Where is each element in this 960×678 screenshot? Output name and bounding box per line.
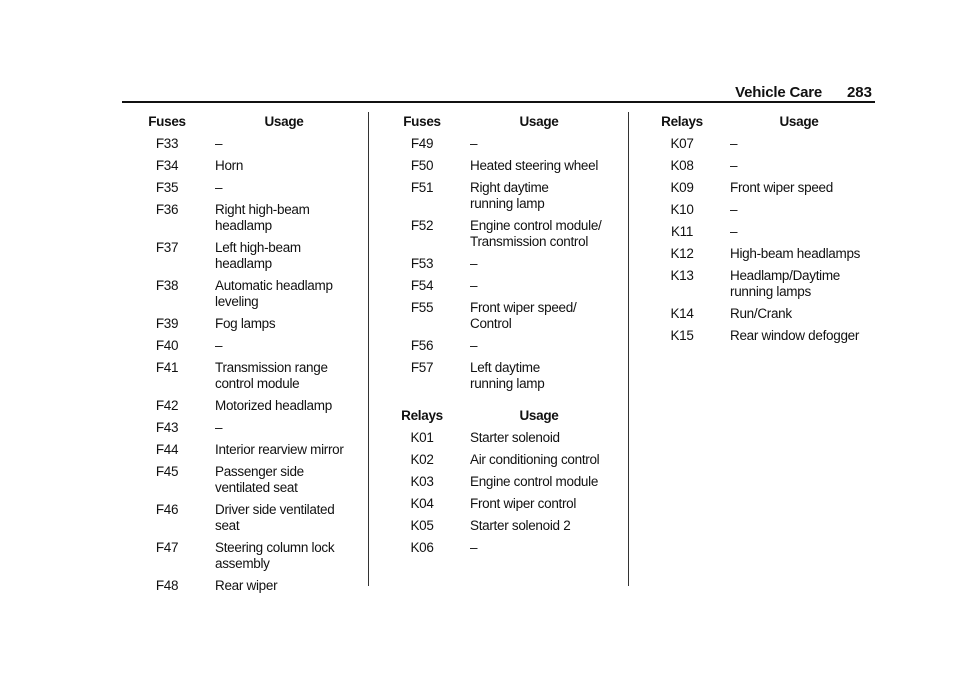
row-code: F42	[155, 398, 179, 413]
table-header	[400, 114, 620, 134]
row-code: K02	[410, 452, 434, 467]
row-code: F38	[155, 278, 179, 293]
table-row	[145, 540, 360, 572]
row-code: F40	[155, 338, 179, 353]
header-usage: Usage	[264, 114, 304, 129]
table-row	[400, 256, 620, 272]
row-code: F33	[155, 136, 179, 151]
row-usage: –	[470, 256, 478, 271]
row-code: F57	[410, 360, 434, 375]
table-row	[660, 328, 880, 344]
row-usage: Steering column lock assembly	[215, 540, 335, 571]
table-row	[400, 430, 620, 446]
row-usage: Run/Crank	[730, 306, 792, 321]
row-code: F48	[155, 578, 179, 593]
row-code: K12	[670, 246, 694, 261]
table-row	[400, 180, 620, 212]
header-usage: Usage	[779, 114, 819, 129]
row-usage: Engine control module/ Transmission control	[470, 218, 602, 249]
table-row	[400, 338, 620, 354]
table-row	[145, 202, 360, 234]
table-row	[400, 360, 620, 392]
table-row	[145, 136, 360, 152]
table-row	[400, 158, 620, 174]
row-code: K13	[670, 268, 694, 283]
row-code: K08	[670, 158, 694, 173]
row-usage: Front wiper speed/ Control	[470, 300, 577, 331]
header-code: Fuses	[148, 114, 186, 129]
header-usage: Usage	[519, 114, 559, 129]
row-usage: –	[730, 136, 738, 151]
column-1	[145, 114, 360, 600]
row-code: K14	[670, 306, 694, 321]
row-usage: Front wiper control	[470, 496, 577, 511]
row-usage: –	[470, 278, 478, 293]
fuse-relay-table	[660, 114, 880, 344]
row-code: F51	[410, 180, 434, 195]
table-row	[145, 158, 360, 174]
row-code: K05	[410, 518, 434, 533]
row-code: F37	[155, 240, 179, 255]
row-code: F45	[155, 464, 179, 479]
row-code: F43	[155, 420, 179, 435]
row-code: F34	[155, 158, 179, 173]
section-gap	[400, 398, 620, 408]
row-code: K15	[670, 328, 694, 343]
table-row	[145, 240, 360, 272]
column-3	[660, 114, 880, 350]
table-header	[660, 114, 880, 134]
page-number: 283	[846, 84, 872, 101]
row-usage: Left daytime running lamp	[470, 360, 545, 391]
row-usage: Front wiper speed	[730, 180, 833, 195]
row-usage: Right high-beam headlamp	[215, 202, 310, 233]
row-code: K09	[670, 180, 694, 195]
row-usage: Interior rearview mirror	[215, 442, 344, 457]
fuse-relay-table	[400, 114, 620, 392]
row-code: F49	[410, 136, 434, 151]
row-usage: Passenger side ventilated seat	[215, 464, 304, 495]
row-code: F54	[410, 278, 434, 293]
row-usage: –	[215, 180, 223, 195]
row-usage: Motorized headlamp	[215, 398, 332, 413]
row-usage: Heated steering wheel	[470, 158, 599, 173]
row-code: F55	[410, 300, 434, 315]
row-usage: Horn	[215, 158, 244, 173]
column-2	[400, 114, 620, 562]
table-row	[400, 496, 620, 512]
row-usage: –	[730, 224, 738, 239]
table-row	[660, 306, 880, 322]
header-rule	[122, 101, 875, 103]
row-code: F39	[155, 316, 179, 331]
row-usage: Engine control module	[470, 474, 599, 489]
row-usage: High-beam headlamps	[730, 246, 861, 261]
row-code: F36	[155, 202, 179, 217]
row-usage: –	[215, 338, 223, 353]
header-usage: Usage	[519, 408, 559, 423]
table-row	[660, 268, 880, 300]
row-code: K11	[670, 224, 694, 239]
row-usage: Air conditioning control	[470, 452, 600, 467]
row-code: F46	[155, 502, 179, 517]
row-usage: Driver side ventilated seat	[215, 502, 335, 533]
row-usage: Starter solenoid	[470, 430, 560, 445]
table-row	[145, 464, 360, 496]
row-usage: –	[730, 158, 738, 173]
row-code: K01	[410, 430, 434, 445]
row-code: K06	[410, 540, 434, 555]
row-usage: Left high-beam headlamp	[215, 240, 301, 271]
row-usage: Headlamp/Daytime running lamps	[730, 268, 840, 299]
row-code: K10	[670, 202, 694, 217]
row-usage: –	[470, 540, 478, 555]
header-code: Relays	[401, 408, 443, 423]
section-title: Vehicle Care	[735, 84, 822, 101]
row-usage: –	[215, 136, 223, 151]
table-row	[660, 246, 880, 262]
row-code: F56	[410, 338, 434, 353]
row-usage: Automatic headlamp leveling	[215, 278, 333, 309]
table-row	[400, 540, 620, 556]
page-header	[0, 0, 960, 104]
fuse-relay-table	[400, 408, 620, 556]
row-code: F41	[155, 360, 179, 375]
row-code: F50	[410, 158, 434, 173]
table-row	[145, 278, 360, 310]
row-code: K03	[410, 474, 434, 489]
table-row	[145, 398, 360, 414]
row-usage: –	[470, 338, 478, 353]
table-row	[660, 180, 880, 196]
table-row	[400, 218, 620, 250]
row-usage: Right daytime running lamp	[470, 180, 549, 211]
table-row	[145, 360, 360, 392]
row-usage: Transmission range control module	[215, 360, 328, 391]
row-code: F35	[155, 180, 179, 195]
table-row	[145, 338, 360, 354]
row-code: F44	[155, 442, 179, 457]
table-row	[660, 202, 880, 218]
table-row	[660, 224, 880, 240]
table-row	[400, 136, 620, 152]
table-header	[145, 114, 360, 134]
row-code: K04	[410, 496, 434, 511]
table-row	[400, 474, 620, 490]
header-code: Fuses	[403, 114, 441, 129]
column-divider-1	[368, 112, 369, 586]
table-row	[400, 278, 620, 294]
row-code: F47	[155, 540, 179, 555]
header-code: Relays	[661, 114, 703, 129]
row-usage: –	[470, 136, 478, 151]
row-usage: Rear window defogger	[730, 328, 860, 343]
row-code: K07	[670, 136, 694, 151]
table-row	[400, 518, 620, 534]
table-row	[400, 452, 620, 468]
row-code: F53	[410, 256, 434, 271]
fuse-relay-table	[145, 114, 360, 594]
table-row	[145, 578, 360, 594]
table-row	[145, 502, 360, 534]
table-row	[400, 300, 620, 332]
row-usage: –	[730, 202, 738, 217]
table-row	[660, 136, 880, 152]
table-row	[145, 180, 360, 196]
row-usage: –	[215, 420, 223, 435]
row-usage: Rear wiper	[215, 578, 278, 593]
table-row	[145, 420, 360, 436]
row-code: F52	[410, 218, 434, 233]
table-row	[145, 442, 360, 458]
row-usage: Starter solenoid 2	[470, 518, 571, 533]
row-usage: Fog lamps	[215, 316, 276, 331]
column-divider-2	[628, 112, 629, 586]
table-row	[660, 158, 880, 174]
table-header	[400, 408, 620, 428]
table-row	[145, 316, 360, 332]
